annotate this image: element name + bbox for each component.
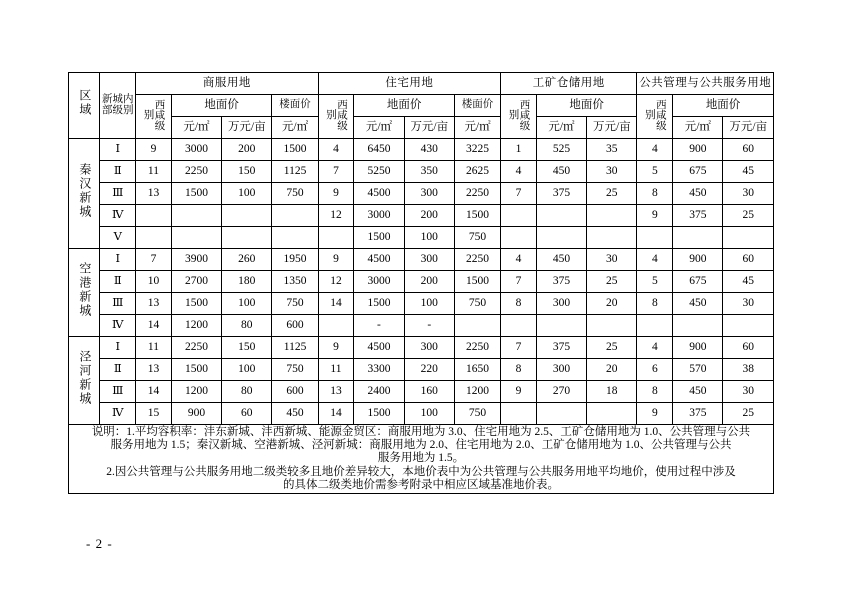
header-residential-ground-price: 地面价	[354, 95, 455, 117]
commercial-ground-m2: 1200	[171, 315, 221, 337]
note-line-5: 的具体二级类地价需参考附录中相应区域基准地价表。	[283, 478, 559, 491]
commercial-floor: 600	[272, 315, 318, 337]
commercial-xixian: 13	[136, 183, 172, 205]
table-row	[69, 337, 774, 359]
page-number: - 2 -	[86, 536, 113, 551]
public-xixian: 5	[637, 271, 673, 293]
commercial-xixian	[136, 205, 172, 227]
region-cell-qinhan	[69, 139, 100, 249]
residential-xixian: 12	[318, 271, 354, 293]
document-page	[68, 72, 774, 494]
public-ground-mu: 30	[723, 183, 774, 205]
public-ground-m2: 675	[673, 271, 723, 293]
residential-xixian	[318, 227, 354, 249]
commercial-ground-mu: 150	[222, 337, 272, 359]
header-industrial-ground-price: 地面价	[536, 95, 637, 117]
header-commercial-xixian-level	[136, 95, 172, 139]
level-cell: Ⅲ	[100, 381, 136, 403]
level-cell: Ⅳ	[100, 205, 136, 227]
public-ground-mu: 45	[723, 161, 774, 183]
residential-ground-m2: 6450	[354, 139, 404, 161]
region-label: 秦汉新城	[77, 163, 92, 220]
commercial-ground-m2: 1500	[171, 183, 221, 205]
industrial-ground-mu	[587, 403, 637, 425]
residential-ground-m2: 4500	[354, 183, 404, 205]
residential-ground-mu: 430	[404, 139, 454, 161]
industrial-ground-mu: 20	[587, 359, 637, 381]
public-xixian: 9	[637, 403, 673, 425]
unit-industrial-ground-mu: 万元/亩	[587, 117, 637, 139]
commercial-floor: 1950	[272, 249, 318, 271]
public-ground-m2: 675	[673, 161, 723, 183]
industrial-ground-mu: 25	[587, 337, 637, 359]
commercial-xixian: 10	[136, 271, 172, 293]
header-public-xixian-level	[637, 95, 673, 139]
residential-floor: 750	[454, 403, 500, 425]
table-row	[69, 227, 774, 249]
industrial-ground-m2: 375	[536, 183, 586, 205]
public-xixian: 4	[637, 337, 673, 359]
note-line-1: 说明：1.平均容积率：沣东新城、沣西新城、能源金贸区：商服用地为 3.0、住宅用地为 2.5、工矿仓储用地为 1.0、公共管理与公共	[91, 426, 751, 438]
commercial-ground-m2: 900	[171, 403, 221, 425]
commercial-ground-m2	[171, 227, 221, 249]
residential-floor: 2250	[454, 183, 500, 205]
industrial-ground-m2	[536, 227, 586, 249]
header-commercial-xixian-level-label: 西咸级别	[142, 98, 165, 131]
header-residential-xixian-level	[318, 95, 354, 139]
residential-xixian: 14	[318, 293, 354, 315]
commercial-floor	[272, 227, 318, 249]
residential-ground-m2: 3300	[354, 359, 404, 381]
residential-ground-mu: 300	[404, 249, 454, 271]
unit-commercial-ground-mu: 万元/亩	[222, 117, 272, 139]
level-cell: Ⅳ	[100, 315, 136, 337]
commercial-floor	[272, 205, 318, 227]
industrial-ground-mu: 20	[587, 293, 637, 315]
commercial-floor: 1125	[272, 337, 318, 359]
industrial-ground-mu: 30	[587, 249, 637, 271]
commercial-floor: 450	[272, 403, 318, 425]
residential-ground-mu: 100	[404, 293, 454, 315]
industrial-xixian: 8	[501, 293, 537, 315]
industrial-ground-m2: 375	[536, 337, 586, 359]
public-ground-m2: 375	[673, 205, 723, 227]
residential-ground-m2: 4500	[354, 249, 404, 271]
residential-ground-mu: 220	[404, 359, 454, 381]
region-label: 空港新城	[77, 262, 92, 319]
table-row	[69, 249, 774, 271]
header-group-public: 公共管理与公共服务用地	[637, 73, 774, 95]
unit-residential-ground-m2: 元/㎡	[354, 117, 404, 139]
residential-ground-mu: 160	[404, 381, 454, 403]
residential-ground-mu: 100	[404, 227, 454, 249]
industrial-ground-m2: 270	[536, 381, 586, 403]
public-ground-m2: 375	[673, 403, 723, 425]
public-ground-m2: 900	[673, 249, 723, 271]
industrial-ground-mu	[587, 227, 637, 249]
level-cell: Ⅱ	[100, 271, 136, 293]
public-ground-mu: 25	[723, 403, 774, 425]
residential-ground-mu: 200	[404, 271, 454, 293]
public-ground-m2: 900	[673, 337, 723, 359]
table-row	[69, 271, 774, 293]
header-newtown-level	[100, 73, 136, 139]
residential-floor: 2250	[454, 337, 500, 359]
commercial-xixian: 15	[136, 403, 172, 425]
unit-commercial-floor-m2: 元/㎡	[272, 117, 318, 139]
commercial-ground-mu: 80	[222, 381, 272, 403]
level-cell: Ⅴ	[100, 227, 136, 249]
residential-floor	[454, 315, 500, 337]
commercial-ground-m2: 1500	[171, 359, 221, 381]
residential-ground-mu: 300	[404, 183, 454, 205]
public-ground-mu: 25	[723, 205, 774, 227]
residential-ground-m2: 3000	[354, 205, 404, 227]
header-group-residential: 住宅用地	[318, 73, 501, 95]
header-region	[69, 73, 100, 139]
region-cell-konggang	[69, 249, 100, 337]
industrial-ground-m2	[536, 315, 586, 337]
header-public-xixian-level-label: 西咸级别	[643, 98, 666, 131]
level-cell: Ⅱ	[100, 359, 136, 381]
industrial-xixian	[501, 403, 537, 425]
public-ground-mu: 60	[723, 249, 774, 271]
public-ground-mu	[723, 227, 774, 249]
commercial-xixian: 9	[136, 139, 172, 161]
commercial-ground-m2: 2250	[171, 337, 221, 359]
header-commercial-ground-price: 地面价	[171, 95, 272, 117]
public-xixian: 6	[637, 359, 673, 381]
public-ground-mu	[723, 315, 774, 337]
public-xixian	[637, 227, 673, 249]
commercial-xixian: 14	[136, 315, 172, 337]
table-row	[69, 293, 774, 315]
table-header-row-1	[69, 73, 774, 95]
header-group-commercial: 商服用地	[136, 73, 319, 95]
commercial-ground-mu	[222, 227, 272, 249]
residential-ground-m2: 1500	[354, 227, 404, 249]
industrial-xixian: 4	[501, 161, 537, 183]
public-ground-mu: 30	[723, 293, 774, 315]
residential-floor: 1500	[454, 271, 500, 293]
public-ground-m2: 450	[673, 381, 723, 403]
commercial-ground-mu: 80	[222, 315, 272, 337]
header-group-industrial: 工矿仓储用地	[501, 73, 637, 95]
public-xixian: 9	[637, 205, 673, 227]
unit-residential-ground-mu: 万元/亩	[404, 117, 454, 139]
level-cell: Ⅰ	[100, 337, 136, 359]
industrial-ground-m2: 450	[536, 249, 586, 271]
commercial-ground-m2	[171, 205, 221, 227]
residential-xixian: 9	[318, 183, 354, 205]
residential-xixian: 13	[318, 381, 354, 403]
commercial-floor: 750	[272, 293, 318, 315]
industrial-xixian	[501, 227, 537, 249]
industrial-ground-mu	[587, 315, 637, 337]
table-header-row-2	[69, 95, 774, 117]
residential-xixian: 9	[318, 337, 354, 359]
commercial-xixian: 13	[136, 293, 172, 315]
header-residential-xixian-level-label: 西咸级别	[324, 98, 347, 131]
commercial-floor: 1500	[272, 139, 318, 161]
residential-floor: 750	[454, 293, 500, 315]
commercial-xixian: 7	[136, 249, 172, 271]
unit-public-ground-mu: 万元/亩	[723, 117, 774, 139]
commercial-ground-m2: 3000	[171, 139, 221, 161]
industrial-ground-m2: 375	[536, 271, 586, 293]
public-xixian: 8	[637, 381, 673, 403]
commercial-floor: 750	[272, 359, 318, 381]
residential-ground-mu: 350	[404, 161, 454, 183]
region-label: 泾河新城	[77, 350, 92, 407]
public-ground-mu: 60	[723, 139, 774, 161]
public-ground-mu: 45	[723, 271, 774, 293]
industrial-xixian: 7	[501, 271, 537, 293]
industrial-ground-m2: 450	[536, 161, 586, 183]
public-xixian: 4	[637, 139, 673, 161]
residential-ground-mu: 200	[404, 205, 454, 227]
table-row	[69, 403, 774, 425]
residential-ground-m2: 4500	[354, 337, 404, 359]
commercial-ground-mu: 180	[222, 271, 272, 293]
commercial-ground-mu: 100	[222, 359, 272, 381]
residential-ground-m2: -	[354, 315, 404, 337]
public-xixian: 8	[637, 293, 673, 315]
public-ground-m2	[673, 227, 723, 249]
unit-commercial-ground-m2: 元/㎡	[171, 117, 221, 139]
header-commercial-floor-price: 楼面价	[272, 95, 318, 117]
level-cell: Ⅱ	[100, 161, 136, 183]
industrial-ground-mu: 18	[587, 381, 637, 403]
commercial-floor: 750	[272, 183, 318, 205]
commercial-ground-mu: 150	[222, 161, 272, 183]
commercial-xixian	[136, 227, 172, 249]
industrial-ground-m2	[536, 205, 586, 227]
header-public-ground-price: 地面价	[673, 95, 774, 117]
residential-xixian: 7	[318, 161, 354, 183]
residential-floor: 2250	[454, 249, 500, 271]
commercial-ground-m2: 1500	[171, 293, 221, 315]
public-ground-m2: 570	[673, 359, 723, 381]
commercial-xixian: 14	[136, 381, 172, 403]
header-residential-floor-price: 楼面价	[454, 95, 500, 117]
unit-residential-floor-m2: 元/㎡	[454, 117, 500, 139]
residential-ground-m2: 1500	[354, 403, 404, 425]
residential-xixian: 14	[318, 403, 354, 425]
industrial-ground-m2: 525	[536, 139, 586, 161]
commercial-floor: 1350	[272, 271, 318, 293]
industrial-xixian: 9	[501, 381, 537, 403]
commercial-ground-mu: 100	[222, 293, 272, 315]
residential-ground-mu: -	[404, 315, 454, 337]
industrial-ground-mu: 35	[587, 139, 637, 161]
header-industrial-xixian-level	[501, 95, 537, 139]
table-row	[69, 381, 774, 403]
table-row	[69, 359, 774, 381]
public-ground-m2: 450	[673, 293, 723, 315]
commercial-xixian: 13	[136, 359, 172, 381]
residential-xixian	[318, 315, 354, 337]
level-cell: Ⅲ	[100, 183, 136, 205]
note-line-3: 服务用地为 1.5。	[377, 452, 465, 465]
residential-floor: 3225	[454, 139, 500, 161]
commercial-ground-mu: 100	[222, 183, 272, 205]
table-row	[69, 315, 774, 337]
unit-industrial-ground-m2: 元/㎡	[536, 117, 586, 139]
public-xixian: 8	[637, 183, 673, 205]
header-region-label: 区域	[77, 89, 92, 118]
level-cell: Ⅰ	[100, 249, 136, 271]
table-row	[69, 161, 774, 183]
table-row	[69, 183, 774, 205]
residential-ground-mu: 300	[404, 337, 454, 359]
commercial-ground-m2: 2250	[171, 161, 221, 183]
residential-floor: 1500	[454, 205, 500, 227]
industrial-ground-m2: 300	[536, 359, 586, 381]
table-notes	[69, 425, 774, 494]
residential-ground-m2: 1500	[354, 293, 404, 315]
industrial-xixian	[501, 315, 537, 337]
public-xixian	[637, 315, 673, 337]
residential-ground-mu: 100	[404, 403, 454, 425]
industrial-ground-mu: 25	[587, 183, 637, 205]
level-cell: Ⅳ	[100, 403, 136, 425]
industrial-xixian: 8	[501, 359, 537, 381]
public-ground-m2	[673, 315, 723, 337]
commercial-ground-m2: 2700	[171, 271, 221, 293]
industrial-xixian: 7	[501, 183, 537, 205]
residential-xixian: 11	[318, 359, 354, 381]
table-notes-row	[69, 425, 774, 494]
residential-xixian: 4	[318, 139, 354, 161]
public-ground-m2: 450	[673, 183, 723, 205]
residential-floor: 2625	[454, 161, 500, 183]
industrial-ground-m2	[536, 403, 586, 425]
public-ground-mu: 60	[723, 337, 774, 359]
residential-ground-m2: 3000	[354, 271, 404, 293]
unit-public-ground-m2: 元/㎡	[673, 117, 723, 139]
residential-floor: 1200	[454, 381, 500, 403]
commercial-floor: 600	[272, 381, 318, 403]
header-industrial-xixian-level-label: 西咸级别	[507, 98, 530, 131]
residential-ground-m2: 2400	[354, 381, 404, 403]
industrial-xixian	[501, 205, 537, 227]
commercial-ground-mu	[222, 205, 272, 227]
industrial-xixian: 7	[501, 337, 537, 359]
note-line-4: 2.因公共管理与公共服务用地二级类较多且地价差异较大，本地价表中为公共管理与公共服务用地平均地价，使用过程中涉及	[106, 465, 736, 478]
commercial-xixian: 11	[136, 337, 172, 359]
commercial-ground-mu: 60	[222, 403, 272, 425]
level-cell: Ⅲ	[100, 293, 136, 315]
residential-ground-m2: 5250	[354, 161, 404, 183]
industrial-xixian: 1	[501, 139, 537, 161]
public-ground-mu: 30	[723, 381, 774, 403]
public-ground-mu: 38	[723, 359, 774, 381]
industrial-ground-mu: 30	[587, 161, 637, 183]
residential-xixian: 9	[318, 249, 354, 271]
industrial-xixian: 4	[501, 249, 537, 271]
commercial-ground-m2: 1200	[171, 381, 221, 403]
industrial-ground-m2: 300	[536, 293, 586, 315]
region-cell-jinghe	[69, 337, 100, 425]
commercial-floor: 1125	[272, 161, 318, 183]
commercial-ground-mu: 260	[222, 249, 272, 271]
residential-floor: 750	[454, 227, 500, 249]
table-row	[69, 139, 774, 161]
industrial-ground-mu	[587, 205, 637, 227]
level-cell: Ⅰ	[100, 139, 136, 161]
commercial-ground-mu: 200	[222, 139, 272, 161]
table-row	[69, 205, 774, 227]
commercial-xixian: 11	[136, 161, 172, 183]
note-line-2: 服务用地为 1.5；秦汉新城、空港新城、泾河新城：商服用地为 2.0、住宅用地为 2.0、工矿仓储用地为 1.0、公共管理与公共	[110, 439, 732, 452]
public-xixian: 4	[637, 249, 673, 271]
public-ground-m2: 900	[673, 139, 723, 161]
header-newtown-level-label: 新城内部级别	[102, 93, 134, 116]
residential-xixian: 12	[318, 205, 354, 227]
public-xixian: 5	[637, 161, 673, 183]
residential-floor: 1650	[454, 359, 500, 381]
commercial-ground-m2: 3900	[171, 249, 221, 271]
benchmark-land-price-table	[68, 72, 774, 494]
industrial-ground-mu: 25	[587, 271, 637, 293]
